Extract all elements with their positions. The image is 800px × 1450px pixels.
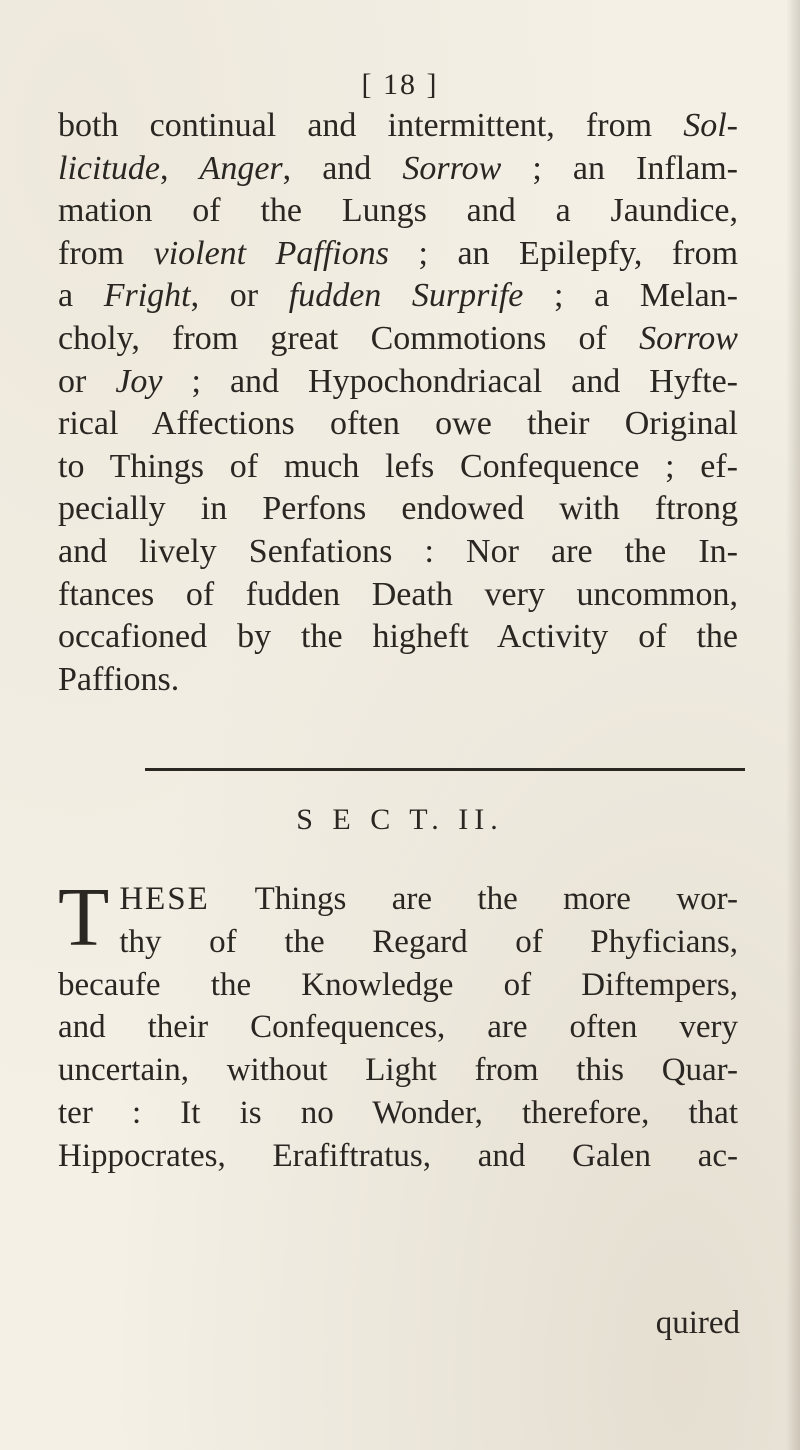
section-heading: S E C T. II. [296,803,504,836]
page-number: [ 18 ] [361,68,439,101]
text-line: a Fright, or fudden Surprife ; a Melan- [58,277,739,315]
text-line: becaufe the Knowledge of Diftempers, [58,966,738,1003]
text-line: licitude, Anger, and Sorrow ; an Inflam- [58,149,738,187]
text-line: ter : It is no Wonder, therefore, that [58,1094,738,1131]
drop-cap: T [58,871,110,964]
section-paragraph [58,871,738,1178]
text-line: Hippocrates, Erafiftratus, and Galen ac- [58,1137,738,1174]
text-line: or Joy ; and Hypochondriacal and Hyfte- [58,362,738,400]
text-line: and their Confequences, are often very [58,1009,738,1046]
catchword: quired [655,1305,740,1341]
section-divider-rule [145,768,745,771]
text-line: and lively Senfations : Nor are the In- [58,532,738,570]
text-line: both continual and intermittent, from Sol- [58,107,738,144]
text-line: rical Affections often owe their Original [58,405,738,443]
text-line: Paffions. [58,660,180,698]
text-line: ftances of fudden Death very uncommon, [58,575,738,613]
text-line: mation of the Lungs and a Jaundice, [58,192,738,230]
text-line: pecially in Perfons endowed with ftrong [58,490,738,528]
text-line: uncertain, without Light from this Quar- [58,1052,738,1089]
text-line: from violent Paffions ; an Epilepfy, from [58,234,739,272]
text-line: occafioned by the higheft Activity of the [58,618,738,656]
paragraph-main [58,105,738,701]
text-line: to Things of much lefs Confequence ; ef- [58,447,738,485]
text-line: HESE Things are the more wor- [119,881,738,917]
text-line: choly, from great Commotions of Sorrow [58,319,738,357]
text-line: thy of the Regard of Phyficians, [119,923,738,960]
page-edge-shadow [786,0,800,1450]
